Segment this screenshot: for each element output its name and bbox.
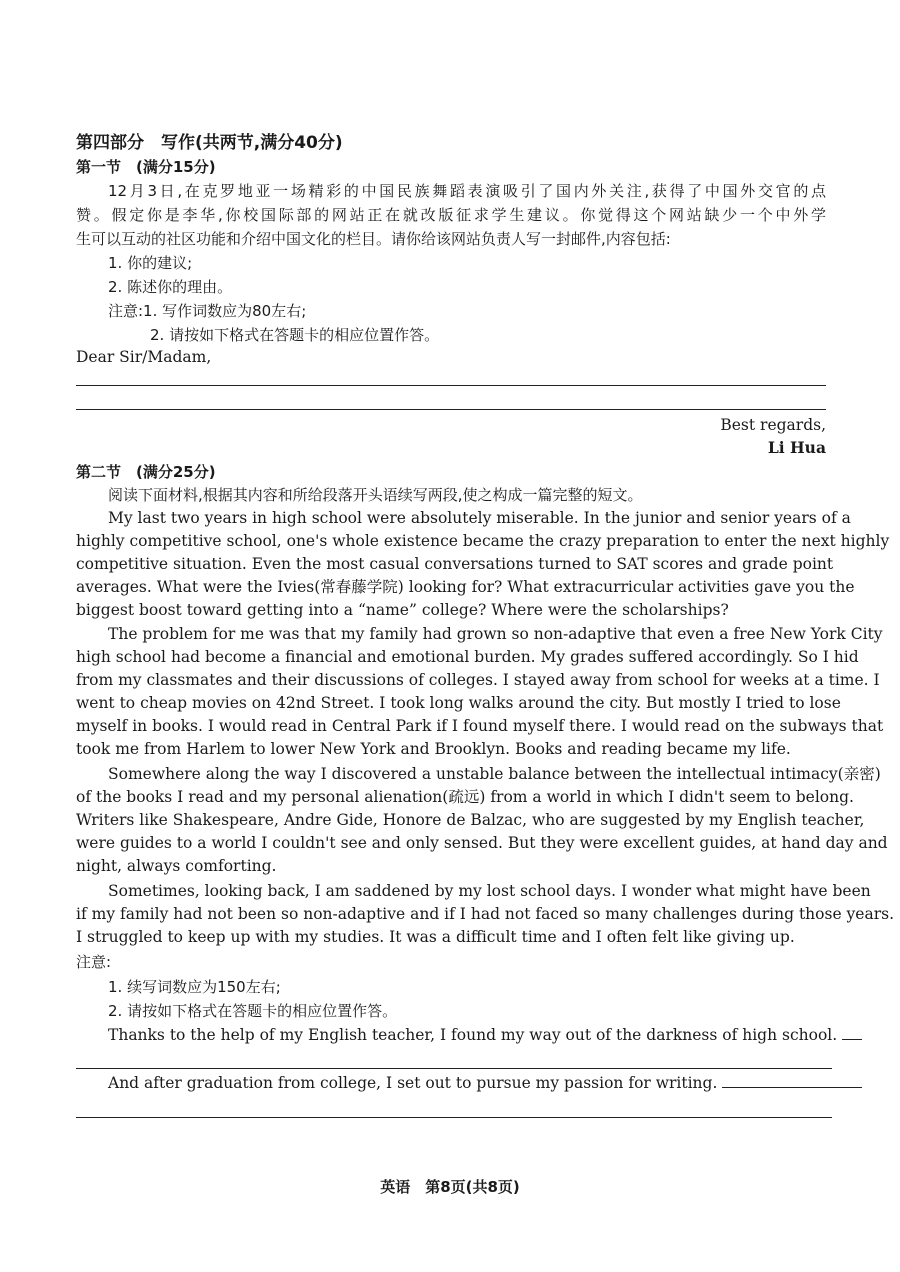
- passage-line: averages. What were the Ivies(常春藤学院) looking for? What extracurricular activities gave you the: [76, 578, 855, 596]
- page-footer: 英语 第8页(共8页): [380, 1178, 520, 1196]
- section1-prompt-line-1: 12月3日,在克罗地亚一场精彩的中国民族舞蹈表演吸引了国内外关注,获得了中国外交官的点: [108, 182, 826, 200]
- section1-prompt-line-3: 生可以互动的社区功能和介绍中国文化的栏目。请你给该网站负责人写一封邮件,内容包括:: [76, 230, 671, 248]
- section2-title: 第二节 (满分25分): [76, 463, 216, 481]
- section1-item-1: 1. 你的建议;: [108, 254, 193, 272]
- letter-closing: Best regards,: [720, 416, 826, 434]
- letter-salutation: Dear Sir/Madam,: [76, 348, 212, 366]
- passage-line: Writers like Shakespeare, Andre Gide, Honore de Balzac, who are suggested by my English teacher,: [76, 811, 865, 829]
- section1-prompt-line-2: 赞。假定你是李华,你校国际部的网站正在就改版征求学生建议。你觉得这个网站缺少一个中外学: [76, 206, 826, 224]
- passage-line: of the books I read and my personal alienation(疏远) from a world in which I didn't seem to belong.: [76, 788, 854, 806]
- letter-signature: Li Hua: [767, 438, 826, 457]
- passage-line: high school had become a financial and emotional burden. My grades suffered accordingly. So I hid: [76, 648, 859, 666]
- passage-line: Sometimes, looking back, I am saddened by my lost school days. I wonder what might have been: [108, 882, 871, 900]
- answer-line: [76, 1068, 832, 1069]
- section2-note-label: 注意:: [76, 953, 112, 971]
- passage-line: night, always comforting.: [76, 857, 277, 875]
- section2-note-2: 2. 请按如下格式在答题卡的相应位置作答。: [108, 1002, 398, 1020]
- part-title: 第四部分 写作(共两节,满分40分): [76, 133, 343, 153]
- passage-line: went to cheap movies on 42nd Street. I took long walks around the city. But mostly I tried to lose: [76, 694, 841, 712]
- answer-blank: [722, 1073, 862, 1088]
- continuation-para1-start: [108, 1024, 862, 1046]
- passage-line: highly competitive school, one's whole existence became the crazy preparation to enter the next highly: [76, 532, 890, 550]
- section1-title: 第一节 (满分15分): [76, 158, 216, 176]
- passage-line: from my classmates and their discussions of colleges. I stayed away from school for weeks at a time. I: [76, 671, 880, 689]
- answer-line: [76, 1117, 832, 1118]
- section1-item-2: 2. 陈述你的理由。: [108, 278, 233, 296]
- para2-opening-text: And after graduation from college, I set out to pursue my passion for writing.: [108, 1074, 718, 1092]
- answer-blank: [842, 1025, 862, 1040]
- answer-line: [76, 409, 826, 410]
- section1-note-2: 2. 请按如下格式在答题卡的相应位置作答。: [150, 326, 440, 344]
- section2-note-1: 1. 续写词数应为150左右;: [108, 978, 281, 996]
- passage-line: The problem for me was that my family had grown so non-adaptive that even a free New York City: [108, 625, 883, 643]
- answer-line: [76, 385, 826, 386]
- para1-opening-text: Thanks to the help of my English teacher, I found my way out of the darkness of high school.: [108, 1026, 838, 1044]
- passage-line: were guides to a world I couldn't see and only sensed. But they were excellent guides, at hand day and: [76, 834, 888, 852]
- passage-line: I struggled to keep up with my studies. It was a difficult time and I often felt like giving up.: [76, 928, 795, 946]
- passage-line: biggest boost toward getting into a “name” college? Where were the scholarships?: [76, 601, 729, 619]
- section1-note-1: 注意:1. 写作词数应为80左右;: [108, 302, 307, 320]
- passage-line: took me from Harlem to lower New York and Brooklyn. Books and reading became my life.: [76, 740, 791, 758]
- continuation-para2-start: [108, 1072, 862, 1094]
- passage-line: myself in books. I would read in Central Park if I found myself there. I would read on the subways that: [76, 717, 884, 735]
- section2-instruction: 阅读下面材料,根据其内容和所给段落开头语续写两段,使之构成一篇完整的短文。: [108, 486, 643, 504]
- passage-line: competitive situation. Even the most casual conversations turned to SAT scores and grade point: [76, 555, 834, 573]
- passage-line: Somewhere along the way I discovered a unstable balance between the intellectual intimacy(亲密): [108, 765, 881, 783]
- passage-line: My last two years in high school were absolutely miserable. In the junior and senior years of a: [108, 509, 851, 527]
- passage-line: if my family had not been so non-adaptive and if I had not faced so many challenges during those years.: [76, 905, 895, 923]
